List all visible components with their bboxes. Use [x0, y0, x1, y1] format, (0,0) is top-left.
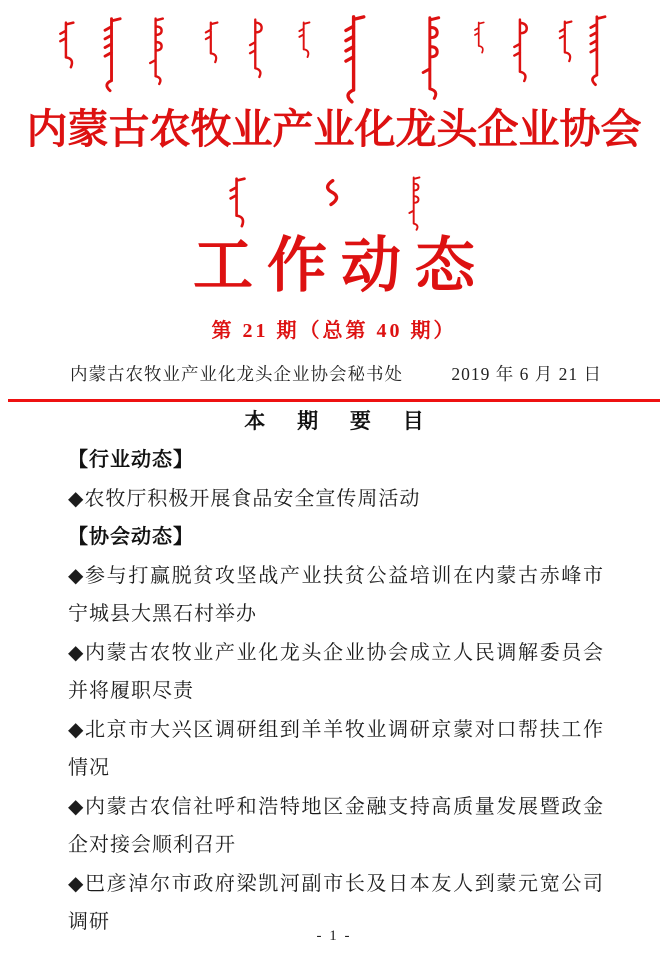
- toc-item: ◆北京市大兴区调研组到羊羊牧业调研京蒙对口帮扶工作情况: [68, 718, 604, 780]
- toc-item: ◆内蒙古农信社呼和浩特地区金融支持高质量发展暨政金企对接会顺利召开: [68, 795, 604, 857]
- toc-item: ◆参与打赢脱贫攻坚战产业扶贫公益培训在内蒙古赤峰市宁城县大黑石村举办: [68, 564, 604, 626]
- issue-number: 第 21 期（总第 40 期）: [211, 320, 457, 343]
- section-heading-industry: 【行业动态】: [68, 449, 194, 472]
- publication-date: 2019 年 6 月 21 日: [451, 364, 602, 385]
- masthead: [0, 14, 668, 402]
- bulletin-title: 工作动态: [193, 233, 489, 300]
- toc-item: ◆内蒙古农牧业产业化龙头企业协会成立人民调解委员会并将履职尽责: [68, 641, 604, 703]
- toc-body: [0, 435, 668, 942]
- red-divider-rule: [8, 399, 660, 402]
- section-heading-association: 【协会动态】: [68, 526, 194, 549]
- mongolian-script-subtitle-icon: [214, 175, 454, 231]
- toc-title: 本 期 要 目: [244, 410, 437, 434]
- publication-row: [0, 361, 668, 386]
- organization-title: 内蒙古农牧业产业化龙头企业协会: [26, 106, 642, 152]
- toc-item: ◆农牧厅积极开展食品安全宣传周活动: [68, 487, 421, 510]
- publisher-name: 内蒙古农牧业产业化龙头企业协会秘书处: [70, 364, 403, 385]
- toc-item: ◆巴彦淖尔市政府梁凯河副市长及日本友人到蒙元宽公司调研: [68, 872, 604, 934]
- mongolian-script-top-icon: [54, 14, 614, 104]
- page-number: - 1 -: [316, 928, 352, 944]
